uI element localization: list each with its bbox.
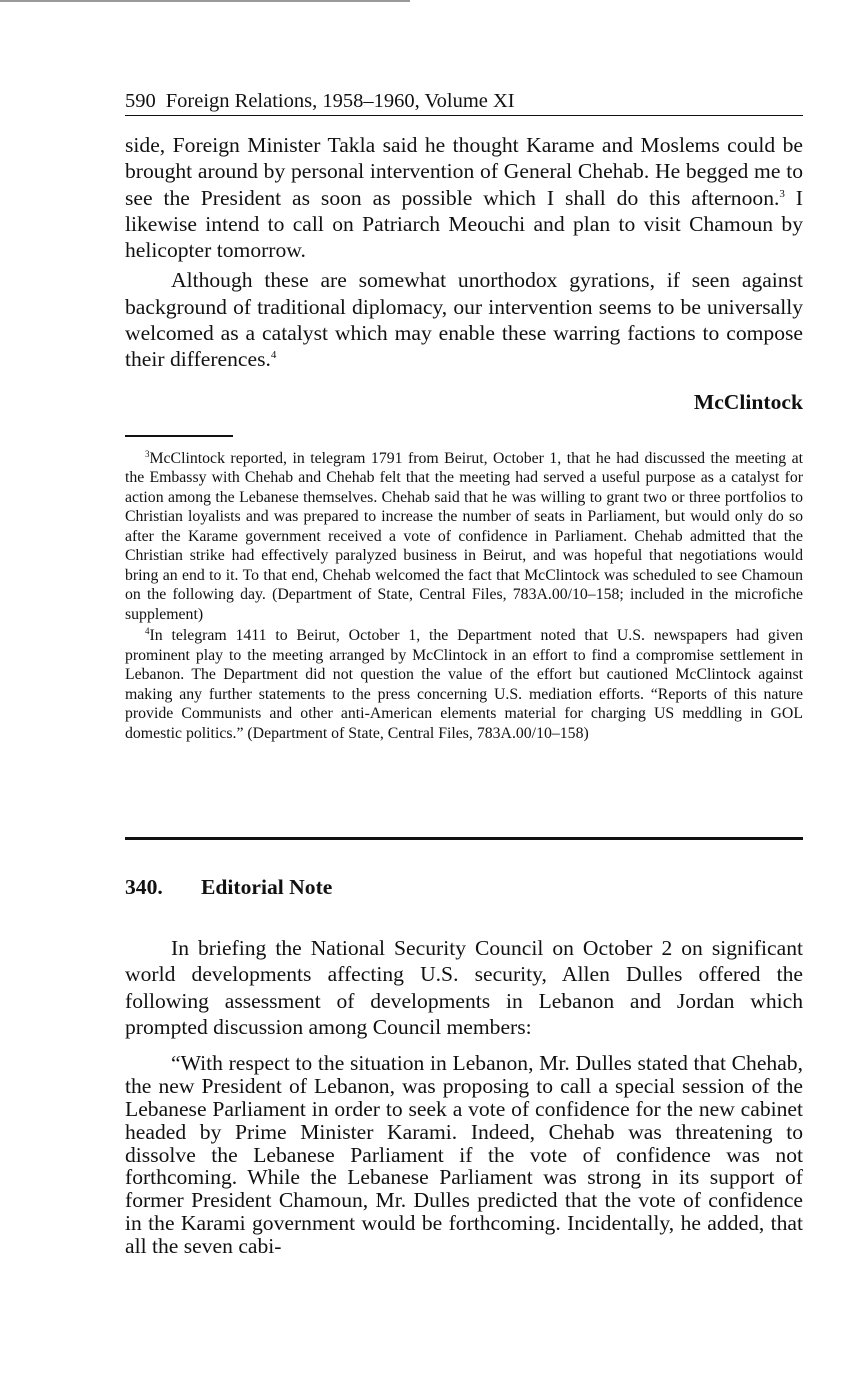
footnote-marker: 3: [145, 448, 150, 459]
section-divider: [125, 837, 803, 840]
paragraph-text: I likewise intend to call on Patriarch Meouchi and plan to visit Chamoun by helicopter tomorrow.: [125, 185, 804, 263]
footnote-text: McClintock reported, in telegram 1791 from Beirut, October 1, that he had discussed the meeting at the Embassy with Chehab and Chehab felt that the meeting had served a useful purpose as a catalyst for action among the Lebanese themselves. Chehab said that he was willing to grant two or three portfolios to Christian loyalists and was prepared to increase the number of seats in Parliament, but would only do so after the Karame government received a vote of confidence in Parliament. Chehab admitted that the Christian strike had effectively paralyzed business in Beirut, and was hopeful that negotiations would bring an end to it. To that end, Chehab welcomed the fact that McClintock was scheduled to see Chamoun on the following day. (Department of State, Central Files, 783A.00/10–158; included in the microfiche supplement): [125, 449, 803, 623]
section-number: 340.: [125, 875, 163, 900]
editorial-paragraph: In briefing the National Security Council on October 2 on significant world developments affecting U.S. security, Allen Dulles offered the following assessment of developments in Lebanon and Jordan which prompted discussion among Council members:: [125, 936, 803, 1040]
section-title: Editorial Note: [201, 875, 333, 900]
paragraph-text: side, Foreign Minister Takla said he thought Karame and Moslems could be brought around by personal intervention of General Chehab. He begged me to see the President as soon as possible which I shall do this afternoon.: [125, 133, 803, 210]
footnote-ref-4[interactable]: 4: [270, 349, 277, 362]
paragraph-text: Although these are somewhat unorthodox gyrations, if seen against background of traditional diplomacy, our intervention seems to be universally welcomed as a catalyst which may enable these warring factions to compose their differences.: [125, 268, 803, 372]
footnote-4: [125, 626, 803, 743]
signature: McClintock: [693, 389, 803, 414]
page-number: 590: [125, 90, 156, 112]
telegram-paragraph: [125, 267, 803, 372]
running-head: [125, 88, 803, 116]
quoted-paragraph: “With respect to the situation in Lebanon, Mr. Dulles stated that Chehab, the new President of Lebanon, was proposing to call a special session of the Lebanese Parliament in order to seek a vote of confidence for the new cabinet headed by Prime Minister Karami. Indeed, Chehab was threatening to dissolve the Lebanese Parliament if the vote of confidence was not forthcoming. While the Lebanese Parliament was strong in its support of former President Chamoun, Mr. Dulles predicted that the vote of confidence in the Karami government would be forthcoming. Incidentally, he added, that all the seven cabi-: [125, 1051, 803, 1258]
footnote-ref-3[interactable]: 3: [779, 187, 785, 200]
telegram-paragraph-continued: [125, 132, 803, 263]
footnote-rule: [125, 435, 233, 437]
footnote-text: In telegram 1411 to Beirut, October 1, the Department noted that U.S. newspapers had given prominent play to the meeting arranged by McClintock in an effort to find a compromise settlement in Lebanon. The Department did not question the value of the effort but cautioned McClintock against making any further statements to the press concerning U.S. mediation efforts. “Reports of this nature provide Communists and other anti-American elements material for charging US meddling in GOL domestic politics.” (Department of State, Central Files, 783A.00/10–158): [125, 627, 803, 742]
footnote-marker: 4: [145, 626, 150, 637]
footnote-3: [125, 449, 803, 625]
volume-title: Foreign Relations, 1958–1960, Volume XI: [165, 90, 515, 112]
section-heading: [125, 874, 803, 900]
document-page: [125, 88, 803, 1258]
top-edge-rule: [0, 0, 410, 2]
